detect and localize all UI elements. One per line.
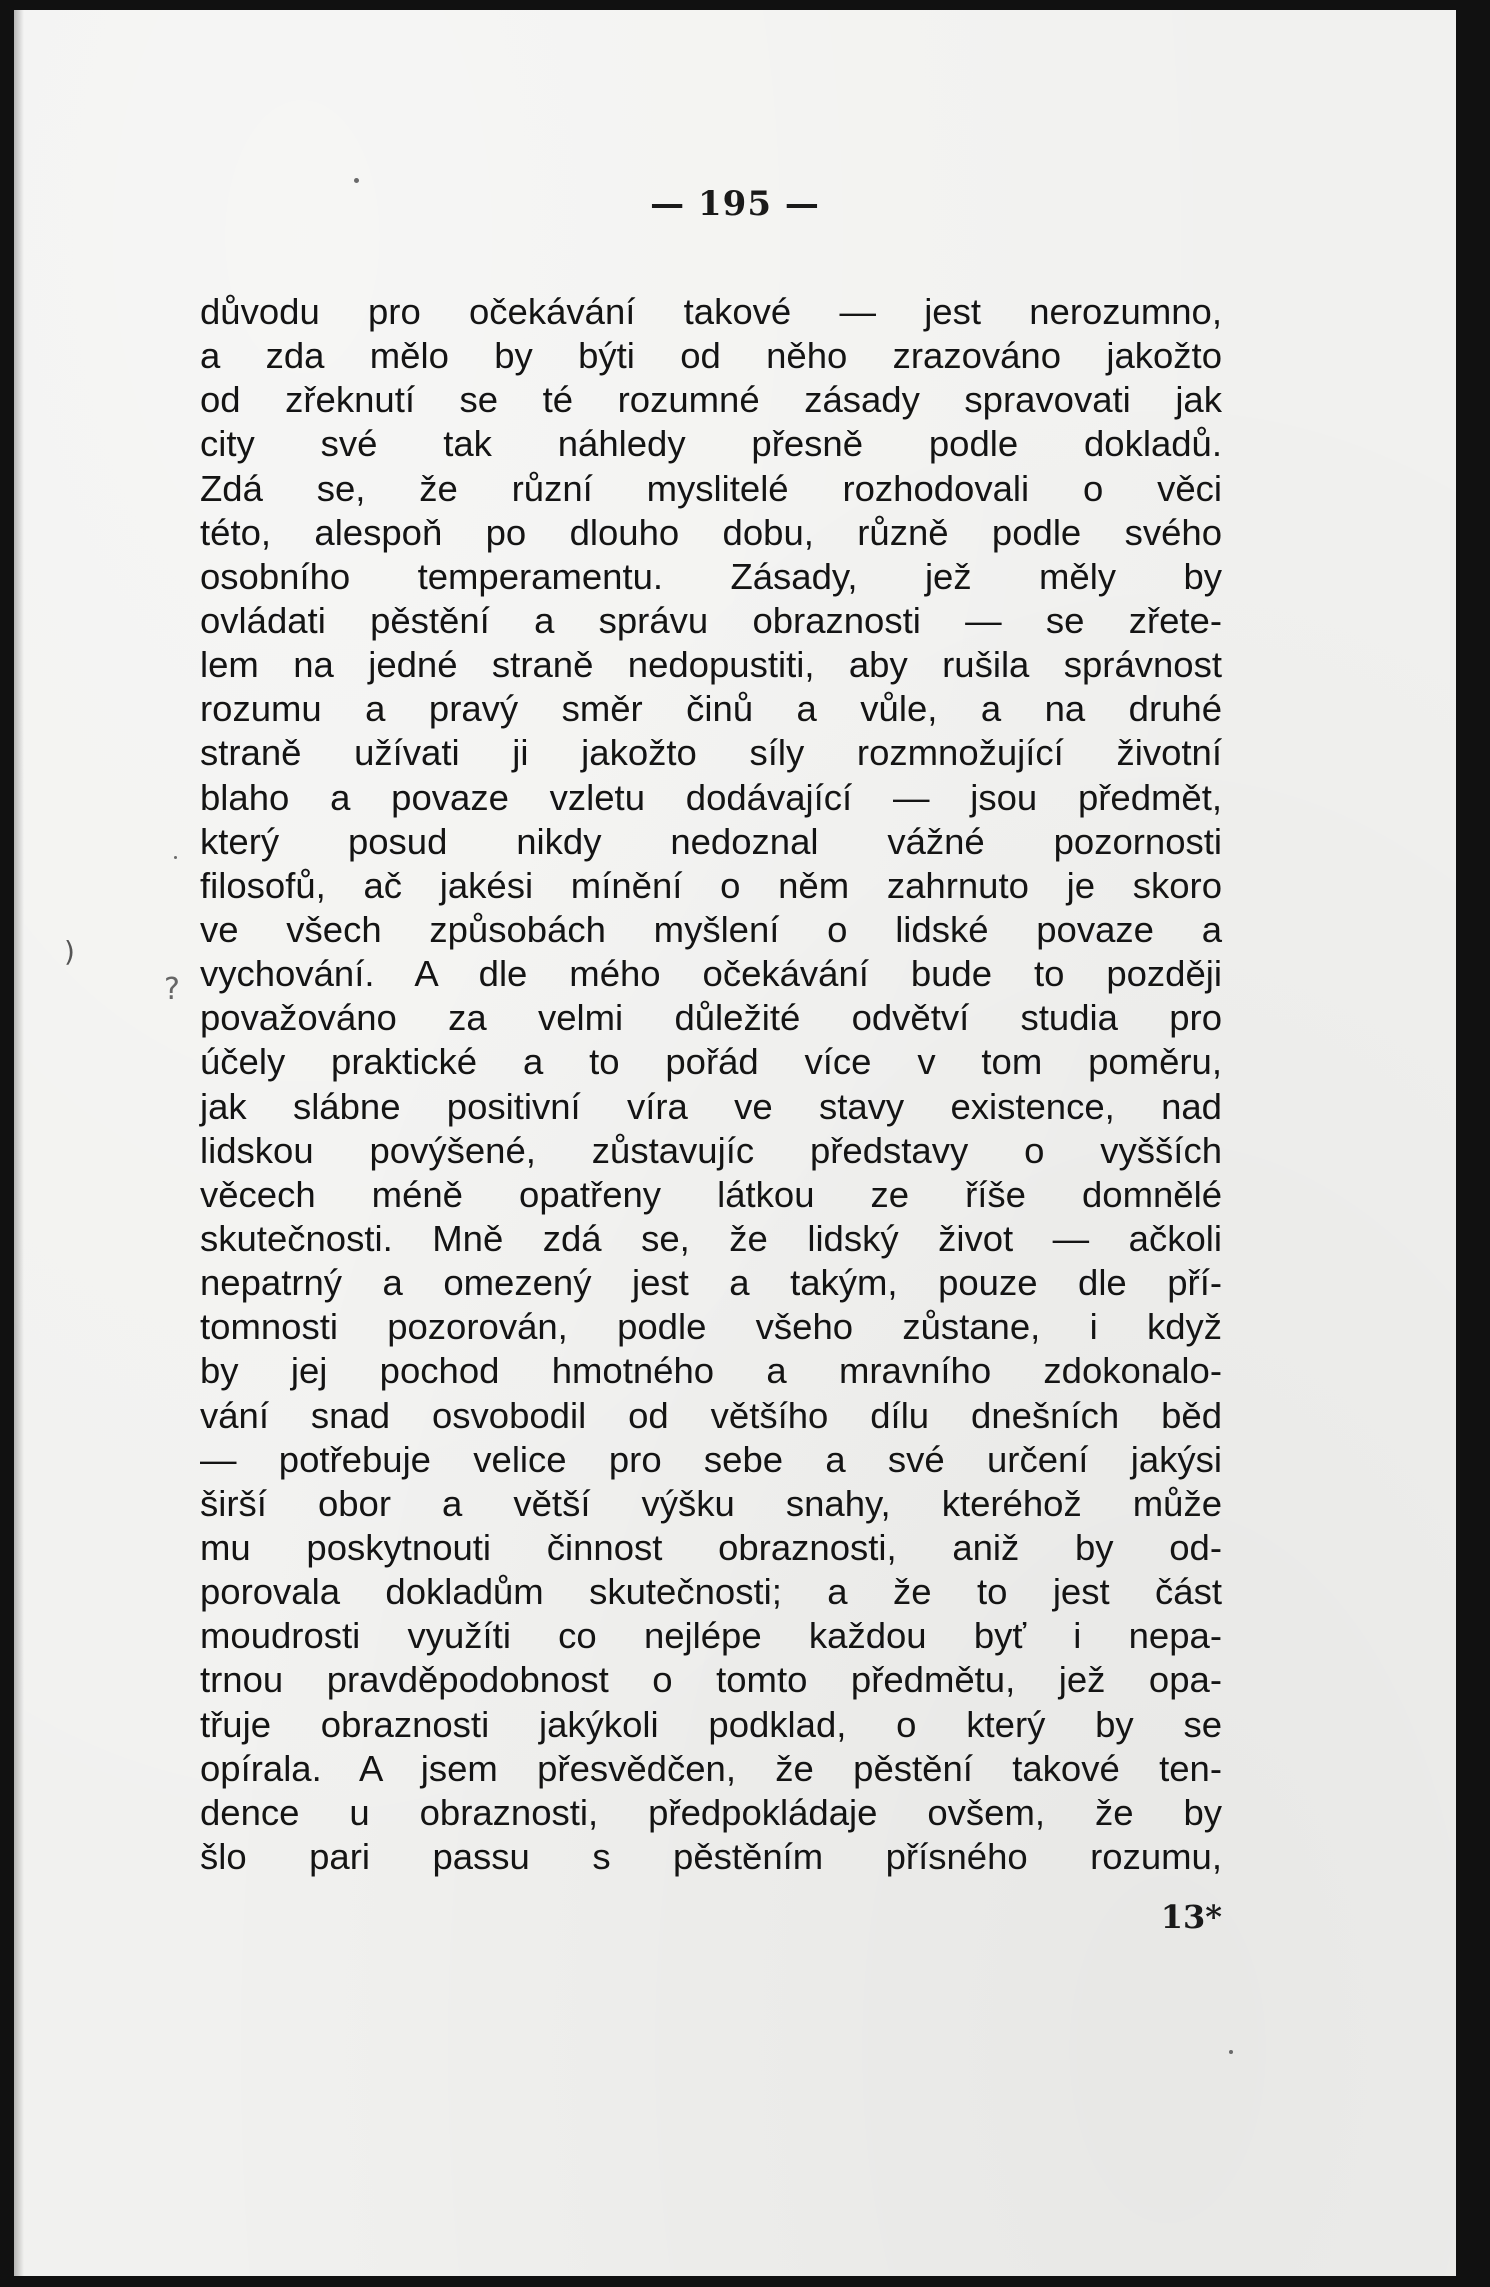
text-line: straně užívati ji jakožto síly rozmnožující životní xyxy=(200,732,1222,774)
margin-bracket-mark: ) xyxy=(64,935,75,968)
text-line: lidskou povýšené, zůstavujíc představy o vyšších xyxy=(200,1129,1222,1171)
text-line: šlo pari passu s pěstěním přísného rozumu, xyxy=(200,1835,1222,1877)
text-line: věcech méně opatřeny látkou ze říše domnělé xyxy=(200,1173,1222,1215)
text-line: tomnosti pozorován, podle všeho zůstane, i když xyxy=(200,1306,1222,1348)
text-line: vání snad osvobodil od většího dílu dnešních běd xyxy=(200,1394,1222,1436)
text-line: širší obor a větší výšku snahy, kteréhož může xyxy=(200,1482,1222,1524)
text-line: trnou pravděpodobnost o tomto předmětu, jež opa- xyxy=(200,1659,1222,1701)
body-text xyxy=(200,290,1222,1879)
text-line: vychování. A dle mého očekávání bude to později xyxy=(200,953,1222,995)
text-line: by jej pochod hmotného a mravního zdokonalo- xyxy=(200,1350,1222,1392)
margin-hook-mark: ? xyxy=(164,972,180,1007)
text-line: opírala. A jsem přesvědčen, že pěstění takové ten- xyxy=(200,1747,1222,1789)
text-line: mu poskytnouti činnost obraznosti, aniž by od- xyxy=(200,1526,1222,1568)
text-line: ovládati pěstění a správu obraznosti — se zřete- xyxy=(200,599,1222,641)
text-line: city své tak náhledy přesně podle dokladů. xyxy=(200,423,1222,465)
text-line: považováno za velmi důležité odvětví studia pro xyxy=(200,997,1222,1039)
text-line: jak slábne positivní víra ve stavy existence, nad xyxy=(200,1085,1222,1127)
paper-speck xyxy=(174,856,177,859)
text-line: důvodu pro očekávání takové — jest nerozumno, xyxy=(200,291,1222,332)
text-line: nepatrný a omezený jest a takým, pouze dle pří- xyxy=(200,1262,1222,1304)
text-line: moudrosti využíti co nejlépe každou byť i nepa- xyxy=(200,1615,1222,1657)
text-line: rozumu a pravý směr činů a vůle, a na druhé xyxy=(200,688,1222,730)
text-line: — potřebuje velice pro sebe a své určení jakýsi xyxy=(200,1438,1222,1480)
text-line: této, alespoň po dlouho dobu, různě podle svého xyxy=(200,511,1222,553)
text-line: osobního temperamentu. Zásady, jež měly by xyxy=(200,555,1222,597)
text-line: porovala dokladům skutečnosti; a že to jest část xyxy=(200,1571,1222,1613)
text-line: třuje obraznosti jakýkoli podklad, o který by se xyxy=(200,1703,1222,1745)
text-line: a zda mělo by býti od něho zrazováno jakožto xyxy=(200,335,1222,377)
text-line: dence u obraznosti, předpokládaje ovšem, že by xyxy=(200,1791,1222,1833)
page-spine-shadow xyxy=(14,10,24,2276)
text-line: lem na jedné straně nedopustiti, aby rušila správnost xyxy=(200,644,1222,686)
text-line: filosofů, ač jakési mínění o něm zahrnuto je skoro xyxy=(200,864,1222,906)
text-line: Zdá se, že různí myslitelé rozhodovali o věci xyxy=(200,467,1222,509)
text-line: účely praktické a to pořád více v tom poměru, xyxy=(200,1041,1222,1083)
text-line: blaho a povaze vzletu dodávající — jsou předmět, xyxy=(200,776,1222,818)
paper-speck xyxy=(354,178,359,183)
text-line: od zřeknutí se té rozumné zásady spravovati jak xyxy=(200,379,1222,421)
text-line: ve všech způsobách myšlení o lidské povaze a xyxy=(200,908,1222,950)
book-page xyxy=(14,10,1456,2276)
signature-mark: 13* xyxy=(1160,1898,1222,1936)
page-number-header: — 195 — xyxy=(650,184,820,224)
text-line: skutečnosti. Mně zdá se, že lidský život — ačkoli xyxy=(200,1217,1222,1259)
text-line: který posud nikdy nedoznal vážné pozornosti xyxy=(200,820,1222,862)
paper-speck xyxy=(1229,2050,1233,2054)
